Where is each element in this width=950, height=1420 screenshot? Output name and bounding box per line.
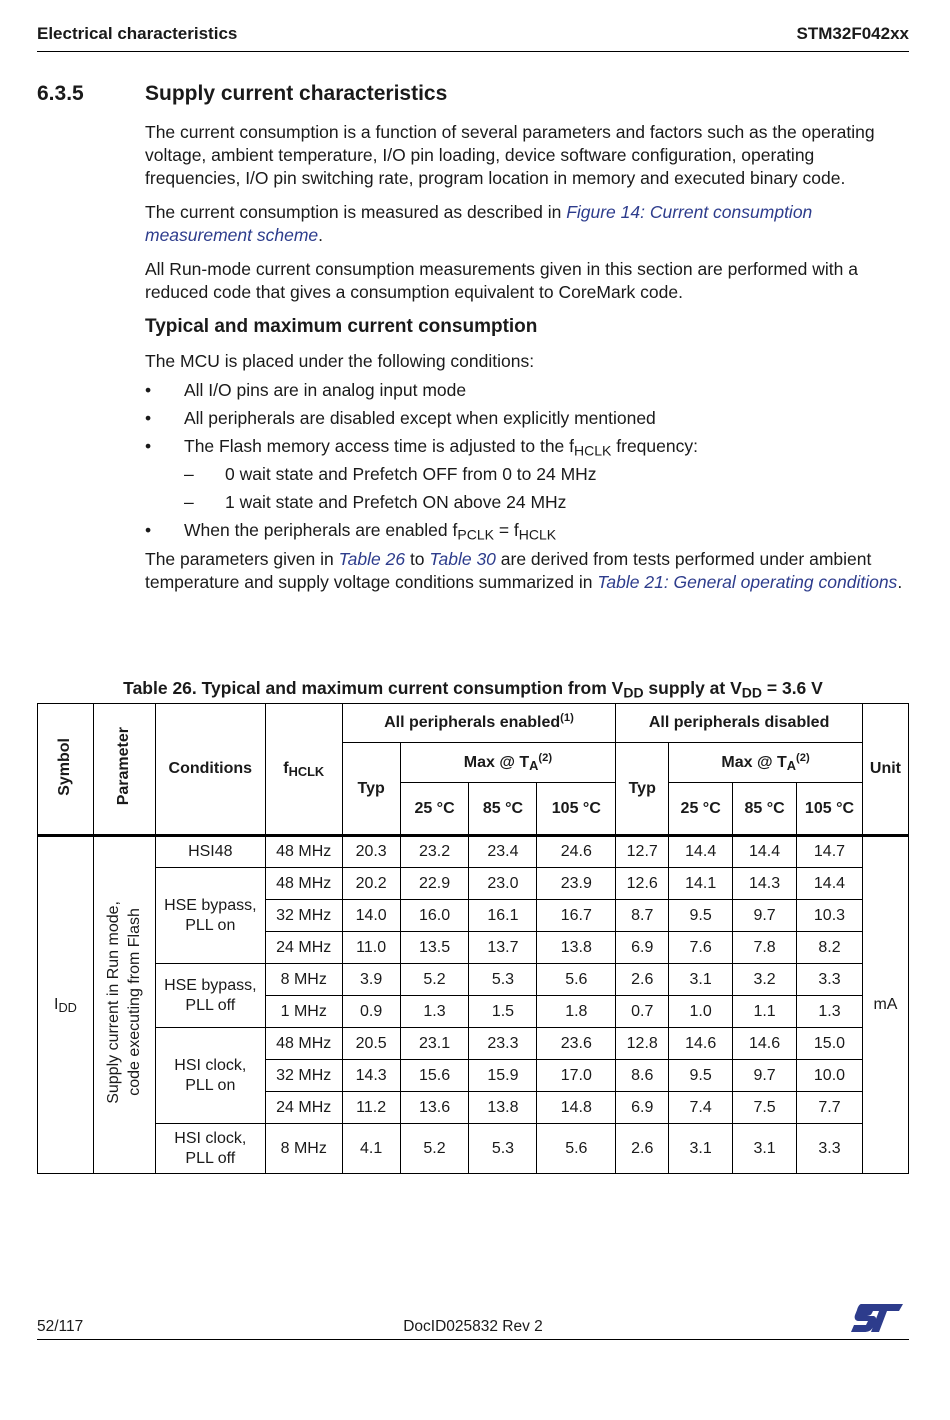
value-cell: 5.2 — [400, 964, 469, 996]
value-cell: 23.6 — [537, 1028, 616, 1060]
document-id: DocID025832 Rev 2 — [403, 1318, 543, 1335]
condition-line: PLL on — [185, 1076, 236, 1094]
value-cell: 14.7 — [797, 836, 863, 868]
value-cell: 12.7 — [616, 836, 669, 868]
value-cell: 9.5 — [669, 900, 733, 932]
header-temp-25: 25 °C — [669, 783, 733, 836]
value-cell: 3.1 — [669, 1124, 733, 1174]
value-cell: 1.5 — [469, 996, 537, 1028]
value-cell: 5.6 — [537, 1124, 616, 1174]
value-cell: 5.3 — [469, 1124, 537, 1174]
condition-line: HSE bypass, — [164, 896, 257, 914]
condition-line: HSI clock, — [174, 1056, 247, 1074]
header-max-disabled — [669, 743, 863, 783]
value-cell: 6.9 — [616, 932, 669, 964]
header-part-number: STM32F042xx — [796, 24, 909, 43]
frequency-cell: 48 MHz — [265, 1028, 342, 1060]
header-temp-105: 105 °C — [537, 783, 616, 836]
table-body — [38, 836, 909, 1174]
caption-text: supply at V — [643, 678, 742, 698]
figure-14-link[interactable]: Figure 14: Current consumption measurement scheme — [145, 202, 813, 245]
frequency-cell: 8 MHz — [265, 1124, 342, 1174]
value-cell: 11.0 — [342, 932, 400, 964]
value-cell: 13.8 — [469, 1092, 537, 1124]
footnote-ref: (2) — [538, 751, 553, 764]
bullet-text: All I/O pins are in analog input mode — [184, 380, 467, 400]
value-cell: 16.1 — [469, 900, 537, 932]
header-conditions: Conditions — [155, 704, 265, 836]
value-cell: 5.3 — [469, 964, 537, 996]
value-cell: 14.8 — [537, 1092, 616, 1124]
value-cell: 6.9 — [616, 1092, 669, 1124]
parameters-paragraph — [145, 548, 910, 594]
conditions-cell — [155, 836, 265, 868]
value-cell: 24.6 — [537, 836, 616, 868]
value-cell: 17.0 — [537, 1060, 616, 1092]
value-cell: 0.9 — [342, 996, 400, 1028]
value-cell: 14.6 — [669, 1028, 733, 1060]
wait-state-list — [184, 463, 910, 514]
list-item — [184, 491, 910, 514]
condition-line: HSE bypass, — [164, 976, 257, 994]
value-cell: 14.6 — [733, 1028, 797, 1060]
value-cell: 13.7 — [469, 932, 537, 964]
table-row — [38, 1124, 909, 1174]
table-caption — [37, 678, 909, 699]
table-row — [38, 964, 909, 996]
frequency-cell: 24 MHz — [265, 932, 342, 964]
value-cell: 3.3 — [797, 1124, 863, 1174]
value-cell: 23.4 — [469, 836, 537, 868]
value-cell: 9.7 — [733, 1060, 797, 1092]
st-logo-icon — [849, 1302, 905, 1339]
value-cell: 23.9 — [537, 868, 616, 900]
text: The parameters given in — [145, 549, 339, 569]
footnote-ref: (2) — [796, 751, 810, 764]
table-30-link[interactable]: Table 30 — [429, 549, 496, 569]
intro-p2-text: The current consumption is measured as described in — [145, 202, 567, 222]
dash-glyph: – — [184, 464, 194, 484]
caption-text: Table 26. Typical and maximum current consumption from V — [123, 678, 624, 698]
intro-paragraph-1: The current consumption is a function of several parameters and factors such as the operating voltage, ambient temperature, I/O pin loading, device software configuration, operating frequencies, I/O pin switching rate, program location in memory and executed binary code. — [145, 122, 875, 188]
header-max-enabled — [400, 743, 616, 783]
section-number: 6.3.5 — [37, 82, 84, 105]
parameter-text — [103, 901, 145, 1104]
header-fhclk — [265, 704, 342, 836]
value-cell: 3.2 — [733, 964, 797, 996]
intro-p2-end: . — [318, 225, 324, 245]
value-cell: 9.7 — [733, 900, 797, 932]
value-cell: 7.6 — [669, 932, 733, 964]
table-row — [38, 836, 909, 868]
header-all-disabled: All peripherals disabled — [616, 704, 863, 743]
conditions-list — [145, 379, 910, 542]
value-cell: 14.4 — [669, 836, 733, 868]
value-cell: 7.7 — [797, 1092, 863, 1124]
frequency-cell: 24 MHz — [265, 1092, 342, 1124]
value-cell: 3.9 — [342, 964, 400, 996]
value-cell: 20.2 — [342, 868, 400, 900]
value-cell: 16.0 — [400, 900, 469, 932]
value-cell: 14.0 — [342, 900, 400, 932]
frequency-cell: 48 MHz — [265, 868, 342, 900]
value-cell: 13.5 — [400, 932, 469, 964]
value-cell: 1.3 — [797, 996, 863, 1028]
conditions-lead: The MCU is placed under the following conditions: — [145, 351, 535, 371]
value-cell: 15.9 — [469, 1060, 537, 1092]
header-parameter — [93, 704, 155, 836]
value-cell: 23.1 — [400, 1028, 469, 1060]
page-footer — [37, 1316, 909, 1340]
symbol-text: I — [53, 996, 59, 1013]
condition-line: PLL off — [185, 1149, 236, 1167]
value-cell: 1.8 — [537, 996, 616, 1028]
max-label: Max @ T — [463, 753, 530, 771]
value-cell: 9.5 — [669, 1060, 733, 1092]
conditions-cell — [155, 868, 265, 964]
header-temp-25: 25 °C — [400, 783, 469, 836]
bullet-text: The Flash memory access time is adjusted to the f — [184, 436, 575, 456]
symbol-cell — [38, 836, 94, 1174]
header-typ-enabled: Typ — [342, 743, 400, 836]
page-header — [37, 22, 909, 52]
value-cell: 15.6 — [400, 1060, 469, 1092]
value-cell: 23.2 — [400, 836, 469, 868]
value-cell: 14.1 — [669, 868, 733, 900]
value-cell: 12.8 — [616, 1028, 669, 1060]
value-cell: 13.6 — [400, 1092, 469, 1124]
dash-glyph: – — [184, 492, 194, 512]
intro-paragraph-3: All Run-mode current consumption measurements given in this section are performed with a reduced code that gives a consumption equivalent to CoreMark code. — [145, 259, 858, 302]
value-cell: 1.1 — [733, 996, 797, 1028]
value-cell: 16.7 — [537, 900, 616, 932]
text: to — [405, 549, 430, 569]
condition-line: PLL on — [185, 916, 236, 934]
frequency-cell: 1 MHz — [265, 996, 342, 1028]
bullet-text-mid: = f — [493, 520, 519, 540]
fhclk-f: f — [283, 760, 289, 777]
list-item — [145, 407, 910, 430]
dash-text: 1 wait state and Prefetch ON above 24 MHz — [225, 492, 567, 512]
list-item — [184, 463, 910, 486]
list-item — [145, 519, 910, 542]
value-cell: 20.3 — [342, 836, 400, 868]
footnote-ref: (1) — [560, 711, 574, 724]
header-symbol — [38, 704, 94, 836]
value-cell: 8.7 — [616, 900, 669, 932]
parameter-line: code executing from Flash — [126, 908, 144, 1097]
subscript: A — [529, 757, 539, 773]
value-cell: 2.6 — [616, 964, 669, 996]
value-cell: 15.0 — [797, 1028, 863, 1060]
header-temp-85: 85 °C — [733, 783, 797, 836]
header-unit: Unit — [862, 704, 908, 836]
caption-text: = 3.6 V — [762, 678, 823, 698]
value-cell: 7.8 — [733, 932, 797, 964]
subscript: A — [786, 757, 797, 773]
parameter-cell — [93, 836, 155, 1174]
value-cell: 5.6 — [537, 964, 616, 996]
value-cell: 8.2 — [797, 932, 863, 964]
dash-text: 0 wait state and Prefetch OFF from 0 to 24 MHz — [225, 464, 597, 484]
section-body — [145, 121, 910, 605]
subscript: HCLK — [574, 442, 612, 459]
bullet-glyph: • — [145, 520, 152, 540]
value-cell: 0.7 — [616, 996, 669, 1028]
value-cell: 3.3 — [797, 964, 863, 996]
conditions-cell — [155, 964, 265, 1028]
value-cell: 3.1 — [669, 964, 733, 996]
value-cell: 14.4 — [797, 868, 863, 900]
symbol-label: Symbol — [56, 737, 74, 796]
value-cell: 1.0 — [669, 996, 733, 1028]
max-label: Max @ T — [721, 753, 787, 771]
value-cell: 3.1 — [733, 1124, 797, 1174]
section-title: Supply current characteristics — [145, 82, 448, 105]
bullet-text: All peripherals are disabled except when explicitly mentioned — [184, 408, 656, 428]
enabled-label: All peripherals enabled — [384, 714, 561, 731]
value-cell: 14.4 — [733, 836, 797, 868]
list-item — [145, 435, 910, 514]
value-cell: 7.4 — [669, 1092, 733, 1124]
table-26-link[interactable]: Table 26 — [338, 549, 406, 569]
value-cell: 5.2 — [400, 1124, 469, 1174]
value-cell: 7.5 — [733, 1092, 797, 1124]
value-cell: 4.1 — [342, 1124, 400, 1174]
frequency-cell: 8 MHz — [265, 964, 342, 996]
value-cell: 22.9 — [400, 868, 469, 900]
header-temp-105: 105 °C — [797, 783, 863, 836]
header-section-title: Electrical characteristics — [37, 24, 238, 43]
conditions-cell — [155, 1028, 265, 1124]
text: are derived from tests performed under ambient temperature and supply voltage conditions summarized in — [145, 549, 872, 592]
table-row — [38, 868, 909, 900]
value-cell: 10.3 — [797, 900, 863, 932]
bullet-text-end: frequency: — [611, 436, 698, 456]
bullet-glyph: • — [145, 380, 152, 400]
frequency-cell: 48 MHz — [265, 836, 342, 868]
header-typ-disabled: Typ — [616, 743, 669, 836]
unit-cell: mA — [862, 836, 908, 1174]
list-item — [145, 379, 910, 402]
subscript: HCLK — [518, 526, 557, 543]
value-cell: 8.6 — [616, 1060, 669, 1092]
value-cell: 11.2 — [342, 1092, 400, 1124]
subscript: PCLK — [457, 526, 494, 543]
subscript: HCLK — [288, 764, 325, 780]
bullet-glyph: • — [145, 436, 152, 456]
subscript: DD — [741, 684, 763, 701]
table-21-link[interactable]: Table 21: General operating conditions — [597, 572, 898, 592]
condition-line: PLL off — [185, 996, 236, 1014]
condition-line: HSI48 — [188, 843, 233, 860]
value-cell: 14.3 — [733, 868, 797, 900]
bullet-text: When the peripherals are enabled f — [184, 520, 458, 540]
value-cell: 2.6 — [616, 1124, 669, 1174]
value-cell: 23.0 — [469, 868, 537, 900]
bullet-glyph: • — [145, 408, 152, 428]
value-cell: 13.8 — [537, 932, 616, 964]
parameter-label: Parameter — [115, 727, 133, 806]
page-number: 52/117 — [37, 1318, 84, 1335]
frequency-cell: 32 MHz — [265, 1060, 342, 1092]
header-all-enabled — [342, 704, 616, 743]
intro-paragraph-2 — [145, 201, 910, 247]
value-cell: 10.0 — [797, 1060, 863, 1092]
value-cell: 20.5 — [342, 1028, 400, 1060]
text: . — [897, 572, 903, 592]
value-cell: 12.6 — [616, 868, 669, 900]
header-temp-85: 85 °C — [469, 783, 537, 836]
subscript: DD — [623, 684, 644, 701]
condition-line: HSI clock, — [174, 1129, 247, 1147]
current-consumption-table — [37, 703, 909, 1174]
value-cell: 14.3 — [342, 1060, 400, 1092]
subsection-title: Typical and maximum current consumption — [145, 316, 538, 337]
parameter-line: Supply current in Run mode, — [105, 901, 123, 1104]
frequency-cell: 32 MHz — [265, 900, 342, 932]
subscript: DD — [58, 1000, 77, 1016]
conditions-cell — [155, 1124, 265, 1174]
value-cell: 1.3 — [400, 996, 469, 1028]
value-cell: 23.3 — [469, 1028, 537, 1060]
table-row — [38, 1028, 909, 1060]
